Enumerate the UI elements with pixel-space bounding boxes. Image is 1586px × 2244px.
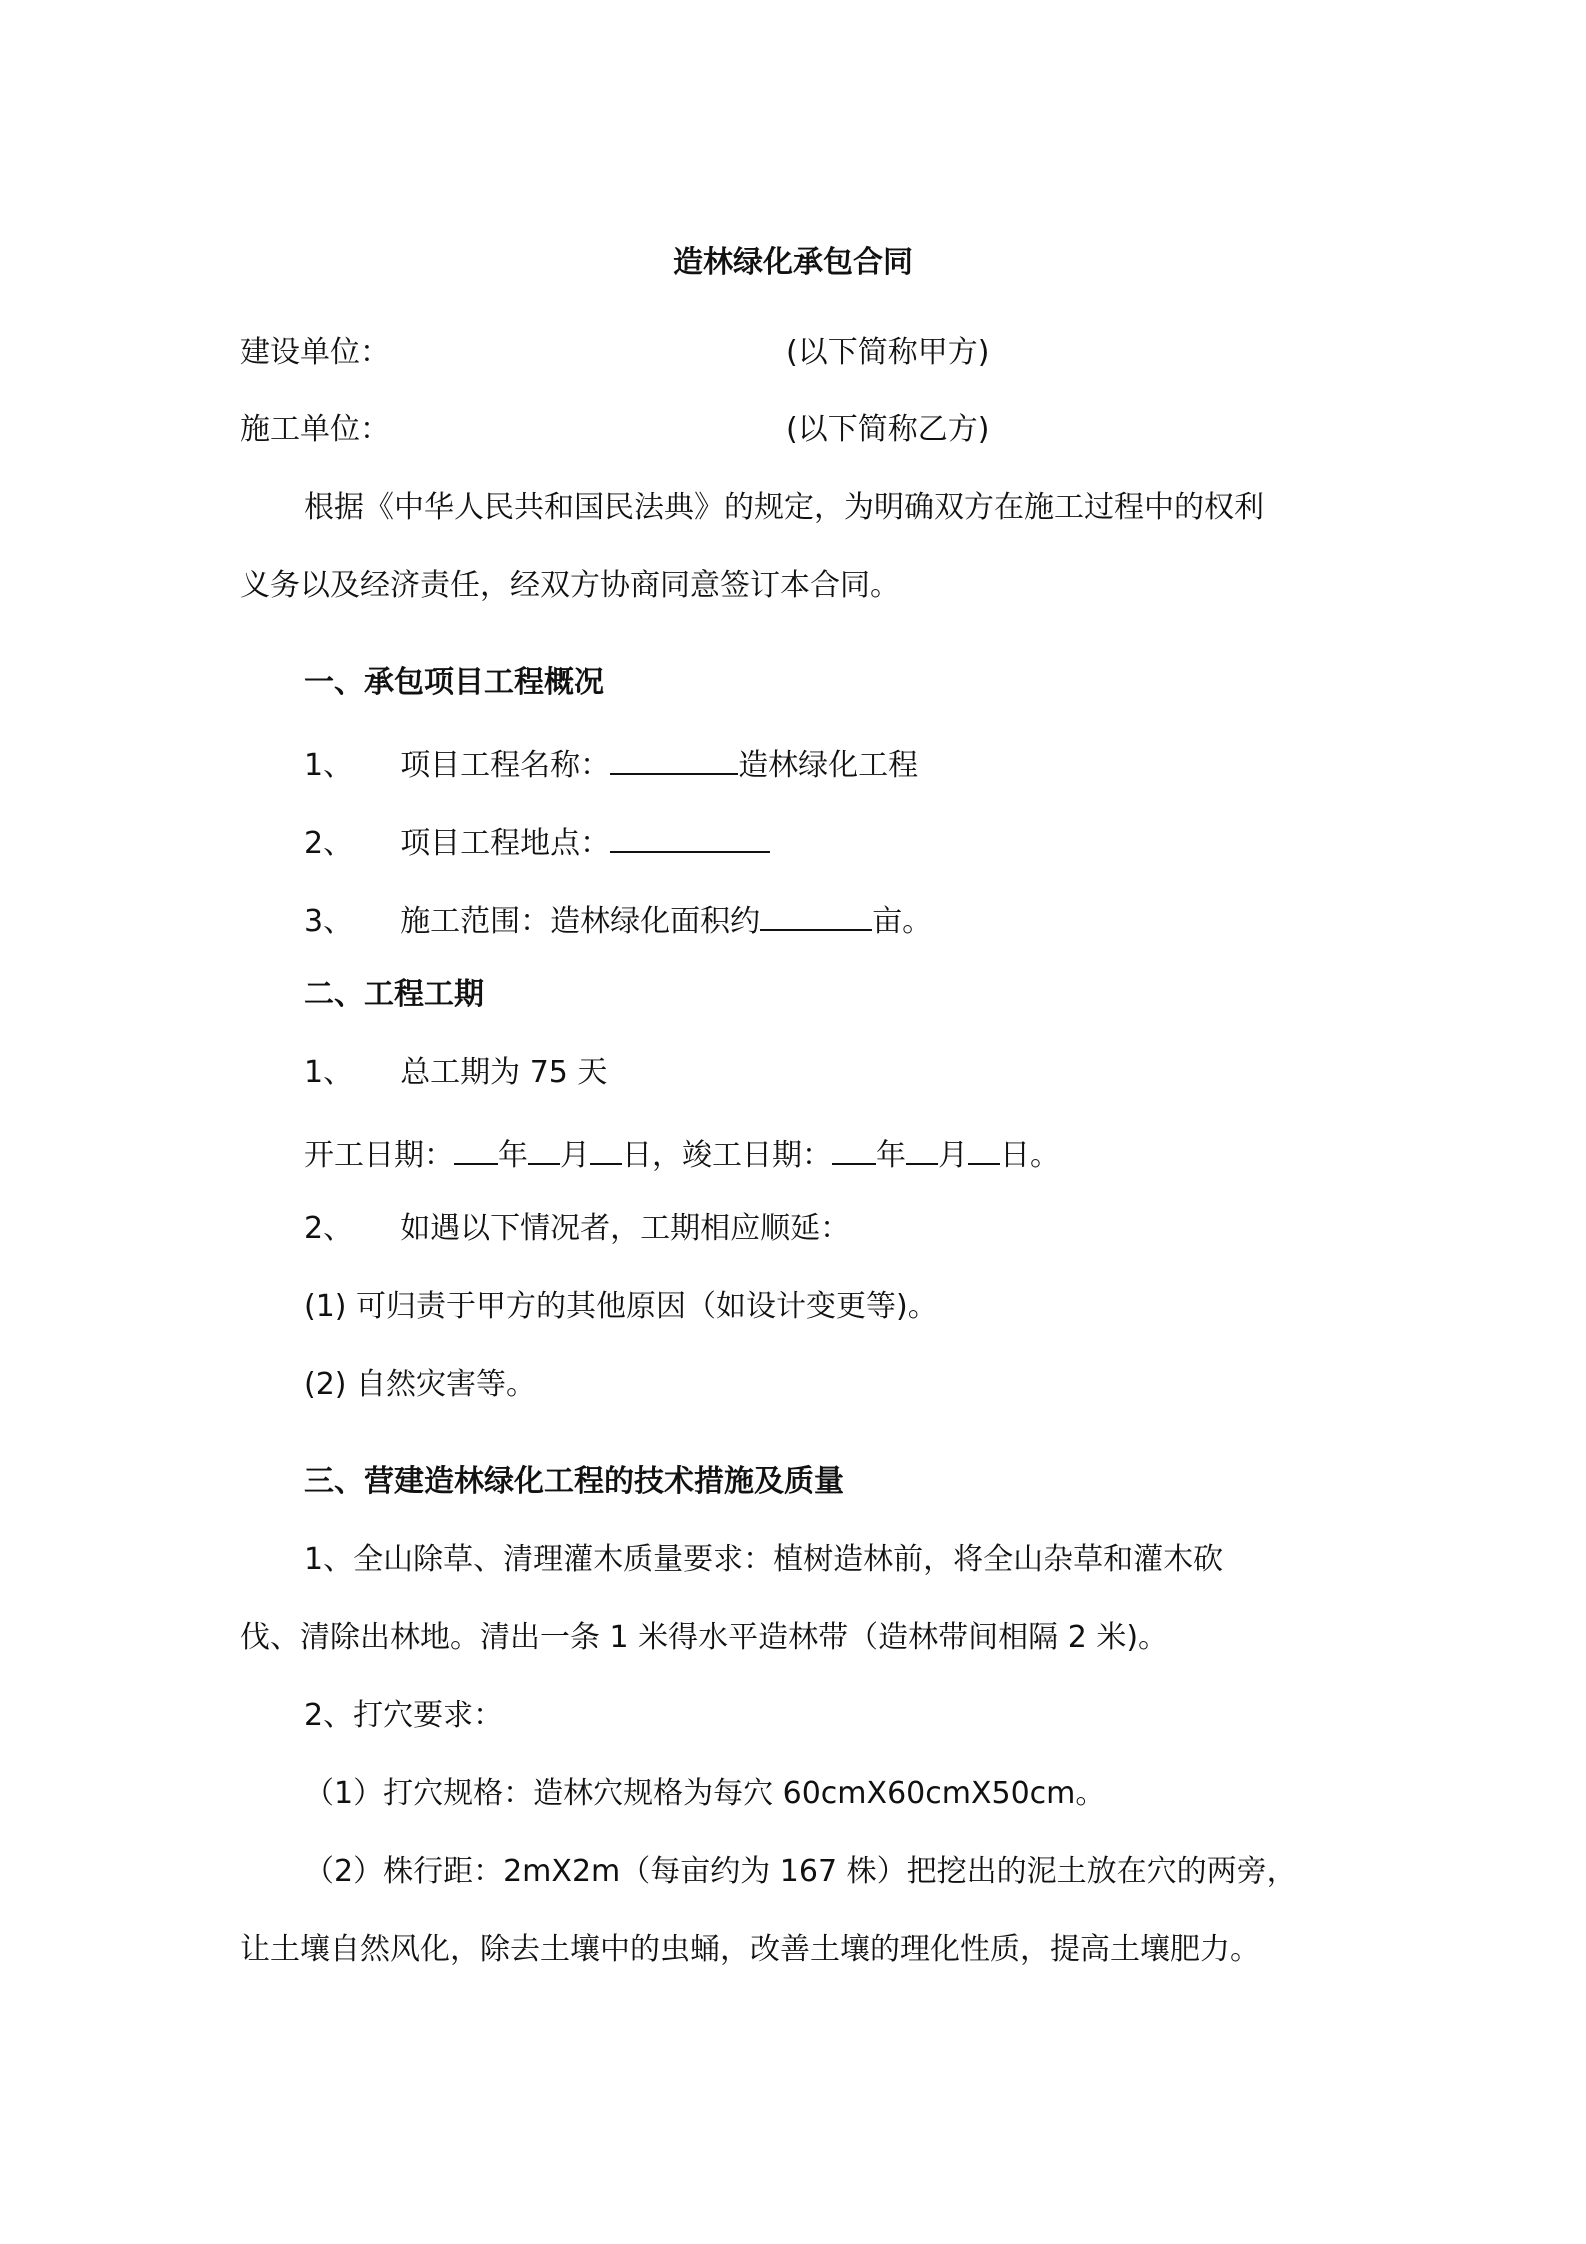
s1-item-1-label: 项目工程名称： xyxy=(400,748,611,783)
s2-item-1 xyxy=(304,1053,607,1093)
party-b-note: (以下简称乙方) xyxy=(786,412,990,447)
s2-item-2-number: 2、 xyxy=(304,1211,354,1246)
project-name-blank xyxy=(610,741,738,775)
start-month-blank xyxy=(528,1131,560,1165)
party-a-label: 建设单位： xyxy=(240,335,390,370)
start-day-blank xyxy=(590,1131,622,1165)
preamble-line-1: 根据《中华人民共和国民法典》的规定，为明确双方在施工过程中的权利 xyxy=(304,490,1264,525)
s2-item-1-number: 1、 xyxy=(304,1055,354,1090)
end-date-label: 竣工日期： xyxy=(682,1138,832,1173)
s2-sub-item-1: (1) 可归责于甲方的其他原因（如设计变更等)。 xyxy=(304,1289,938,1324)
section-3-heading: 三、营建造林绿化工程的技术措施及质量 xyxy=(304,1464,844,1499)
end-year-blank xyxy=(832,1131,876,1165)
s1-item-1-suffix: 造林绿化工程 xyxy=(738,748,919,783)
s3-para-2: 2、打穴要求： xyxy=(304,1698,504,1733)
s2-item-1-text: 总工期为 75 天 xyxy=(400,1055,608,1090)
end-year-unit: 年 xyxy=(876,1138,906,1173)
s1-item-2 xyxy=(304,819,770,864)
s3-para-1-line-1: 1、全山除草、清理灌木质量要求：植树造林前，将全山杂草和灌木砍 xyxy=(304,1542,1224,1577)
start-year-blank xyxy=(454,1131,498,1165)
start-month-unit: 月 xyxy=(560,1138,590,1173)
s3-para-2-item-2-line-2: 让土壤自然风化，除去土壤中的虫蛹，改善土壤的理化性质，提高土壤肥力。 xyxy=(240,1932,1260,1967)
s1-item-3 xyxy=(304,897,932,942)
area-blank xyxy=(760,897,872,931)
document-title: 造林绿化承包合同 xyxy=(673,245,913,280)
party-a-note: (以下简称甲方) xyxy=(786,335,990,370)
s3-para-1-line-2: 伐、清除出林地。清出一条 1 米得水平造林带（造林带间相隔 2 米)。 xyxy=(240,1620,1169,1655)
s3-para-2-item-1: （1）打穴规格：造林穴规格为每穴 60cmX60cmX50cm。 xyxy=(304,1776,1106,1811)
end-month-blank xyxy=(906,1131,938,1165)
s1-item-3-label: 施工范围：造林绿化面积约 xyxy=(400,904,761,939)
s1-item-2-number: 2、 xyxy=(304,826,354,861)
preamble-line-2: 义务以及经济责任，经双方协商同意签订本合同。 xyxy=(240,568,900,603)
s1-item-1-number: 1、 xyxy=(304,748,354,783)
s1-item-3-suffix: 亩。 xyxy=(872,904,933,939)
schedule-dates xyxy=(304,1131,1060,1176)
end-month-unit: 月 xyxy=(938,1138,968,1173)
end-day-unit: 日。 xyxy=(1000,1138,1060,1173)
end-day-blank xyxy=(968,1131,1000,1165)
s1-item-2-label: 项目工程地点： xyxy=(400,826,611,861)
start-day-unit: 日， xyxy=(622,1138,682,1173)
s2-item-2 xyxy=(304,1209,850,1249)
start-year-unit: 年 xyxy=(498,1138,528,1173)
s2-sub-item-2: (2) 自然灾害等。 xyxy=(304,1367,537,1402)
start-date-label: 开工日期： xyxy=(304,1138,454,1173)
section-1-heading: 一、承包项目工程概况 xyxy=(304,665,604,700)
project-location-blank xyxy=(610,819,770,853)
s1-item-1 xyxy=(304,741,918,786)
section-2-heading: 二、工程工期 xyxy=(304,977,484,1012)
s1-item-3-number: 3、 xyxy=(304,904,354,939)
s2-item-2-text: 如遇以下情况者，工期相应顺延： xyxy=(400,1211,851,1246)
s3-para-2-item-2-line-1: （2）株行距：2mX2m（每亩约为 167 株）把挖出的泥土放在穴的两旁， xyxy=(304,1854,1297,1889)
party-b-label: 施工单位： xyxy=(240,412,390,447)
